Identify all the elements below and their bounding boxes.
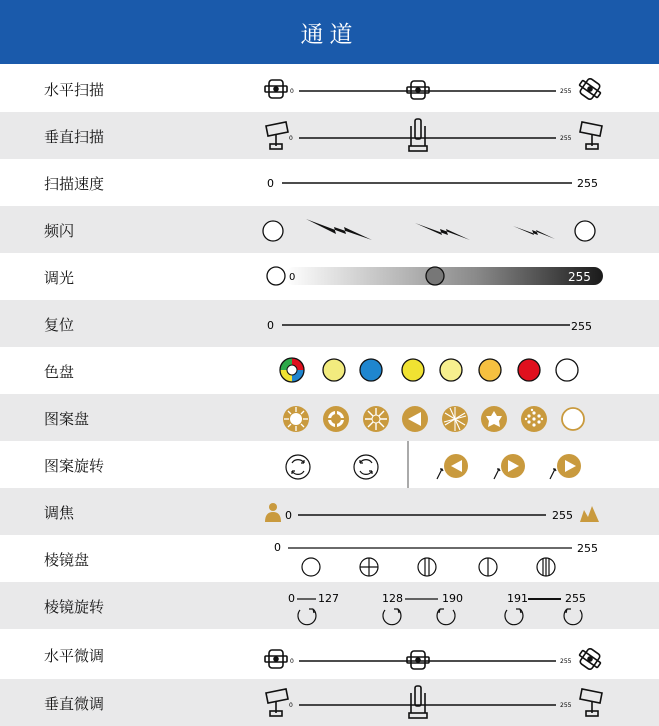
prism-rotation-visual xyxy=(0,582,659,629)
color-wheel-visual xyxy=(0,347,659,394)
header-bar xyxy=(0,0,659,64)
pan-visual xyxy=(0,65,659,112)
open-circle-icon xyxy=(263,221,283,241)
max-label: 255 xyxy=(552,509,573,522)
max-label: 255 xyxy=(560,135,572,142)
max-label: 255 xyxy=(560,88,572,95)
prism-icon xyxy=(479,558,497,576)
prism-icon xyxy=(360,558,378,576)
focus-visual xyxy=(0,488,659,535)
min-label: 0 xyxy=(290,658,294,665)
prism-icon xyxy=(418,558,436,576)
row-label: 频闪 xyxy=(44,222,75,240)
tilt-head-icon xyxy=(409,119,427,151)
pan-fine-visual xyxy=(0,631,659,678)
pan-head-icon xyxy=(407,651,429,669)
max-label: 255 xyxy=(577,542,598,555)
range-end-label: 190 xyxy=(442,592,463,605)
gobo-rotate-icon xyxy=(494,454,525,479)
gobo-rotation-visual xyxy=(0,441,659,488)
row-label: 色盘 xyxy=(44,363,75,381)
row-label: 棱镜盘 xyxy=(44,551,90,569)
open-circle-icon xyxy=(267,267,285,285)
min-label: 0 xyxy=(289,702,293,709)
gobo-icon xyxy=(521,406,547,432)
strobe-visual xyxy=(0,206,659,253)
page-title: 通道 xyxy=(300,22,359,48)
pan-head-icon xyxy=(407,81,429,99)
color-swatch xyxy=(518,359,540,381)
rotate-icon xyxy=(286,455,310,479)
color-swatch xyxy=(360,359,382,381)
min-label: 0 xyxy=(289,135,293,142)
row-tilt-fine xyxy=(0,679,659,726)
gobo-icon xyxy=(402,406,428,432)
tilt-head-icon xyxy=(580,689,602,716)
min-label: 0 xyxy=(267,319,274,332)
pan-head-icon xyxy=(576,645,604,672)
row-dimmer xyxy=(0,253,659,300)
dimmer-visual xyxy=(0,253,659,300)
open-prism-icon xyxy=(302,558,320,576)
min-label: 0 xyxy=(290,88,294,95)
row-label: 调光 xyxy=(44,269,75,287)
lightning-icon xyxy=(415,223,470,240)
range-end-label: 127 xyxy=(318,592,339,605)
row-label: 水平微调 xyxy=(44,647,105,665)
row-label: 水平扫描 xyxy=(44,81,105,99)
color-swatch xyxy=(556,359,578,381)
gobo-wheel-visual xyxy=(0,394,659,441)
min-label: 0 xyxy=(285,509,292,522)
gobo-icon xyxy=(481,406,507,432)
row-focus xyxy=(0,488,659,535)
lightning-icon xyxy=(306,219,372,240)
pan-head-icon xyxy=(265,80,287,98)
row-label: 复位 xyxy=(44,316,75,334)
speed-visual xyxy=(0,159,659,206)
prism-icon xyxy=(537,558,555,576)
color-swatch xyxy=(479,359,501,381)
row-speed xyxy=(0,159,659,206)
dimmer-knob xyxy=(426,267,444,285)
prism-rotate-icon xyxy=(437,609,455,625)
rainbow-color-icon xyxy=(280,358,304,382)
max-label: 255 xyxy=(560,702,572,709)
row-label: 棱镜旋转 xyxy=(44,598,105,616)
row-label: 扫描速度 xyxy=(44,175,105,193)
row-reset xyxy=(0,300,659,347)
range-start-label: 0 xyxy=(288,592,295,605)
color-swatch xyxy=(440,359,462,381)
pan-head-icon xyxy=(576,75,604,102)
reset-visual xyxy=(0,300,659,347)
row-label: 垂直扫描 xyxy=(44,128,105,146)
row-label: 垂直微调 xyxy=(44,695,105,713)
max-label: 255 xyxy=(560,658,572,665)
row-gobo-rotation xyxy=(0,441,659,488)
min-label: 0 xyxy=(274,541,281,554)
gobo-rotate-icon xyxy=(437,454,468,479)
mountain-icon xyxy=(580,506,599,522)
row-label: 图案盘 xyxy=(44,410,90,428)
row-gobo-wheel xyxy=(0,394,659,441)
tilt-head-icon xyxy=(266,689,288,716)
row-color-wheel xyxy=(0,347,659,394)
rotate-icon xyxy=(354,455,378,479)
range-end-label: 255 xyxy=(565,592,586,605)
row-prism-rotation xyxy=(0,582,659,629)
prism-rotate-icon xyxy=(383,609,401,625)
range-start-label: 191 xyxy=(507,592,528,605)
tilt-fine-visual xyxy=(0,679,659,726)
gobo-icon xyxy=(283,406,309,432)
tilt-head-icon xyxy=(580,122,602,149)
tilt-head-icon xyxy=(409,686,427,718)
prism-rotate-icon xyxy=(564,609,582,625)
row-label: 调焦 xyxy=(44,504,75,522)
row-prism xyxy=(0,535,659,582)
max-label: 255 xyxy=(577,177,598,190)
range-start-label: 128 xyxy=(382,592,403,605)
person-icon xyxy=(265,503,281,522)
row-tilt xyxy=(0,112,659,159)
gobo-icon xyxy=(442,406,468,432)
prism-rotate-icon xyxy=(505,609,523,625)
row-strobe xyxy=(0,206,659,253)
prism-rotate-icon xyxy=(298,609,316,625)
open-gobo-icon xyxy=(562,408,584,430)
tilt-visual xyxy=(0,112,659,159)
min-label: 0 xyxy=(267,177,274,190)
lightning-icon xyxy=(513,226,555,239)
row-pan-fine xyxy=(0,631,659,678)
open-circle-icon xyxy=(575,221,595,241)
min-label: 0 xyxy=(289,272,296,283)
color-swatch xyxy=(323,359,345,381)
max-label: 255 xyxy=(568,270,591,284)
tilt-head-icon xyxy=(266,122,288,149)
color-swatch xyxy=(402,359,424,381)
max-label: 255 xyxy=(571,320,592,333)
prism-visual xyxy=(0,535,659,582)
pan-head-icon xyxy=(265,650,287,668)
row-label: 图案旋转 xyxy=(44,457,105,475)
row-pan xyxy=(0,65,659,112)
gobo-icon xyxy=(363,406,389,432)
gobo-icon xyxy=(323,406,349,432)
gobo-rotate-icon xyxy=(550,454,581,479)
